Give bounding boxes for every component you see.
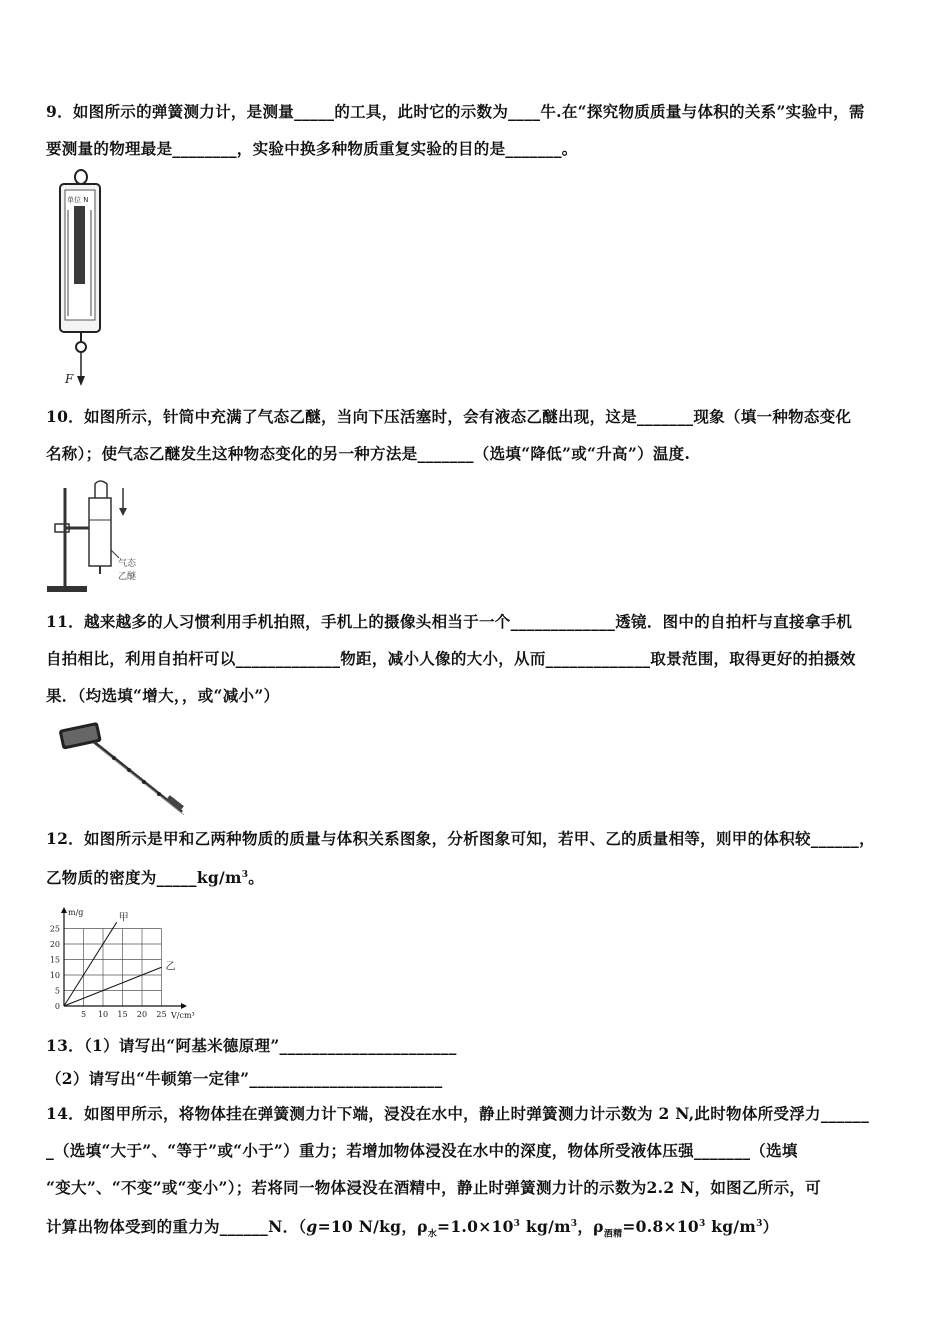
- q14-l4-e: ，ρ: [577, 1217, 604, 1237]
- q14-l4-h: kg/m: [705, 1217, 757, 1237]
- q14-line-1: 14．如图甲所示，将物体挂在弹簧测力计下端，浸没在水中，静止时弹簧测力计示数为 2 N,此时物体所受浮力______: [46, 1104, 870, 1123]
- q14-line-4: [46, 1206, 910, 1253]
- y-tick-label: 10: [49, 971, 60, 980]
- scale-unit-label: 单位 N: [67, 196, 89, 204]
- q13-line-2: （2）请写出“牛顿第一定律”________________________: [46, 1069, 443, 1088]
- q14-l4-i: ）: [762, 1217, 779, 1237]
- q12-line-1: 12．如图所示是甲和乙两种物质的质量与体积关系图象，分析图象可知，若甲、乙的质量相等，则甲的体积较______，: [46, 829, 875, 848]
- series-line-jia: [64, 922, 117, 1006]
- x-axis-label: V/cm³: [171, 1011, 195, 1020]
- x-tick-label: 25: [156, 1010, 167, 1019]
- gas-label-2: 乙醚: [118, 572, 137, 582]
- y-axis-label: m/g: [68, 908, 84, 917]
- question-14: [46, 1095, 910, 1253]
- q14-line-3: “变大”、“不变”或“变小”）；若将同一物体浸没在酒精中，静止时弹簧测力计的示数为2.2 N，如图乙所示，可: [46, 1178, 821, 1197]
- x-tick-label: 20: [136, 1010, 148, 1019]
- q14-l4-sub2: 酒精: [603, 1229, 623, 1240]
- q14-l4-d: kg/m: [520, 1217, 571, 1237]
- q11-line-1: 11．越来越多的人习惯利用手机拍照，手机上的摄像头相当于一个_____________透镜．图中的自拍杆与直接拿手机: [46, 612, 853, 631]
- q14-line-2: _（选填“大于”、“等于”或“小于”）重力；若增加物体浸没在水中的深度，物体所受液体压强_______（选填: [46, 1141, 798, 1160]
- question-10: [46, 398, 910, 472]
- q12-line-2-sup: 3: [241, 870, 249, 880]
- q14-l4-f: =0.8×10: [622, 1217, 699, 1237]
- x-tick-label: 15: [117, 1010, 128, 1019]
- y-tick-label: 25: [49, 924, 60, 934]
- series-label-yi: 乙: [165, 961, 176, 973]
- q12-line-2: [46, 857, 910, 896]
- series-label-jia: 甲: [118, 912, 129, 924]
- q14-l4-b: =10 N/kg，ρ: [317, 1217, 428, 1237]
- q11-line-3: 果．（均选填“增大，，或“减小”）: [46, 686, 280, 705]
- q11-line-2: 自拍相比，利用自拍杆可以_____________物距，减小人像的大小，从而_____________取景范围，取得更好的拍摄效: [46, 649, 856, 668]
- q9-line-1: 9．如图所示的弹簧测力计，是测量_____的工具，此时它的示数为____牛.在“探究物质质量与体积的关系”实验中，需: [46, 102, 865, 121]
- y-tick-label: 0: [54, 1002, 60, 1011]
- x-tick-label: 10: [97, 1010, 109, 1019]
- y-tick-label: 20: [49, 940, 60, 949]
- question-9: [46, 93, 910, 167]
- selfie-stick-figure: [54, 720, 189, 820]
- question-12: [46, 820, 910, 896]
- q14-l4-sup2: 3: [570, 1219, 578, 1229]
- q14-l4-c: =1.0×10: [437, 1217, 514, 1237]
- question-13: [46, 1029, 910, 1095]
- q14-l4-sup4: 3: [756, 1219, 763, 1229]
- q12-line-2-text: 乙物质的密度为_____kg/m: [46, 868, 242, 888]
- y-axis-arrow: [61, 907, 67, 913]
- q10-line-2: 名称）；使气态乙醚发生这种物态变化的另一种方法是_______（选填“降低”或“升高”）温度.: [46, 444, 691, 463]
- x-axis-arrow: [181, 1003, 187, 1009]
- y-tick-label: 15: [49, 955, 60, 965]
- syringe-figure: [45, 478, 155, 593]
- q14-l4-sub1: 水: [427, 1229, 438, 1240]
- q14-l4-sup3: 3: [699, 1219, 706, 1229]
- q12-line-2-end: 。: [248, 868, 265, 888]
- gas-label-1: 气态: [118, 559, 137, 569]
- q10-line-1: 10．如图所示，针筒中充满了气态乙醚，当向下压活塞时，会有液态乙醚出现，这是_______现象（填一种物态变化: [46, 407, 852, 426]
- force-label: F: [65, 372, 74, 386]
- q13-line-1: 13．（1）请写出“阿基米德原理”______________________: [46, 1036, 457, 1055]
- spring-scale-figure: [55, 168, 115, 390]
- question-11: [46, 603, 910, 714]
- y-tick-label: 5: [54, 986, 60, 996]
- series-line-yi: [64, 967, 162, 1006]
- x-tick-label: 5: [80, 1010, 87, 1019]
- mass-volume-chart: [44, 900, 204, 1022]
- q14-l4-sup1: 3: [513, 1219, 521, 1229]
- q14-l4-g: g: [306, 1217, 318, 1237]
- q14-l4-a: 计算出物体受到的重力为______N．（: [46, 1217, 307, 1237]
- q9-line-2: 要测量的物理最是________，实验中换多种物质重复实验的目的是_______。: [46, 139, 578, 158]
